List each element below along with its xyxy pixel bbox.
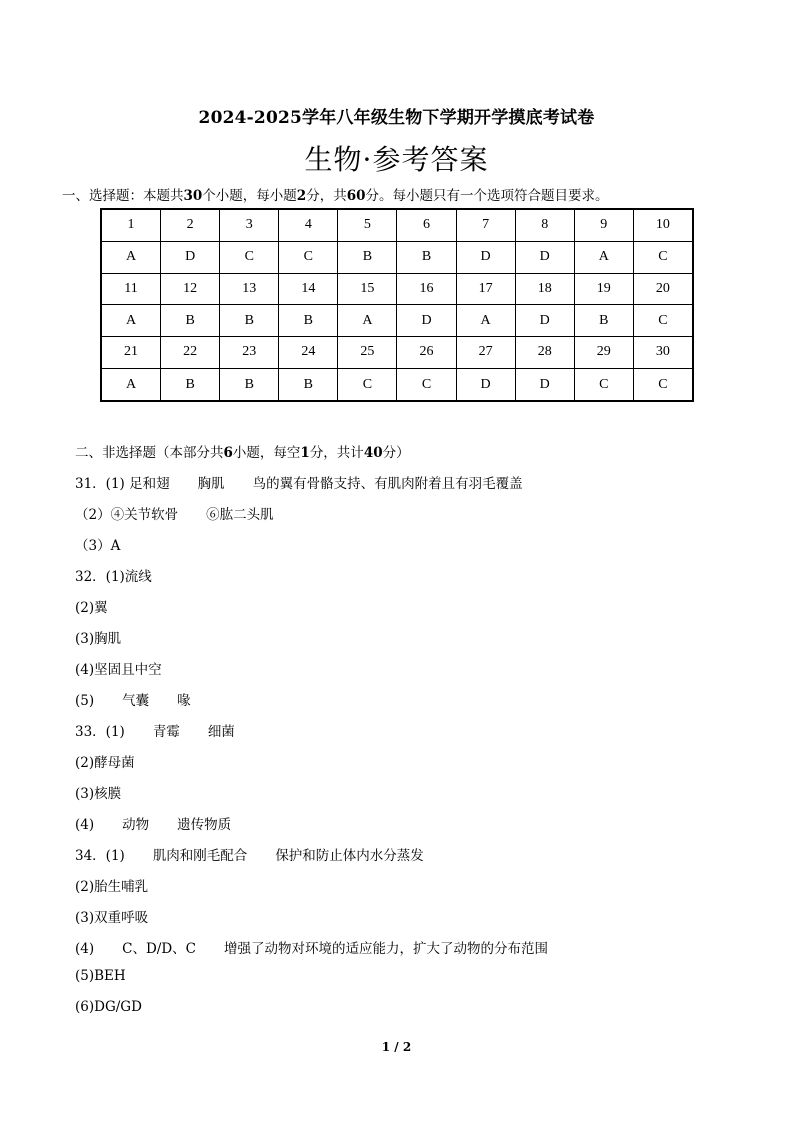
section1-mid1: 个小题，每小题 bbox=[202, 188, 297, 204]
answer-line bbox=[75, 906, 148, 926]
answer-cell: C bbox=[279, 241, 338, 273]
section1-suffix: 分。每小题只有一个选项符合题目要求。 bbox=[365, 188, 609, 204]
answer-cell: A bbox=[101, 369, 161, 401]
answer-label: (6)DG/GD bbox=[75, 999, 142, 1015]
answer-part: 青霉 bbox=[152, 724, 180, 740]
answer-line bbox=[75, 627, 121, 647]
answer-cell: A bbox=[101, 241, 161, 273]
answer-part: 遗传物质 bbox=[177, 817, 232, 833]
answer-cell: D bbox=[456, 369, 515, 401]
answer-cell: D bbox=[456, 241, 515, 273]
answer-line bbox=[75, 937, 548, 957]
question-number-cell: 18 bbox=[515, 274, 574, 305]
question-number-cell: 30 bbox=[633, 336, 693, 368]
question-number-cell: 27 bbox=[456, 336, 515, 368]
question-number-cell: 25 bbox=[338, 336, 397, 368]
question-number-cell: 4 bbox=[279, 209, 338, 241]
answer-part: 保护和防止体内水分蒸发 bbox=[275, 848, 424, 864]
question-number-cell: 9 bbox=[574, 209, 633, 241]
question-number-cell: 20 bbox=[633, 274, 693, 305]
answer-line bbox=[75, 565, 152, 585]
answer-label: (3)核膜 bbox=[75, 786, 122, 802]
answer-label: (3)双重呼吸 bbox=[75, 910, 149, 926]
question-number-cell: 11 bbox=[101, 274, 161, 305]
answer-cell: B bbox=[397, 241, 456, 273]
answer-line bbox=[75, 875, 148, 895]
section2-mid2: 分，共计 bbox=[309, 445, 364, 461]
answer-cell: D bbox=[161, 241, 220, 273]
section2-mid1: 小题，每空 bbox=[232, 445, 301, 461]
answer-cell: C bbox=[338, 369, 397, 401]
question-number-cell: 23 bbox=[220, 336, 279, 368]
answer-line bbox=[75, 689, 191, 709]
answer-label: 32．(1)流线 bbox=[75, 569, 152, 585]
answer-label: (5)BEH bbox=[75, 968, 126, 984]
answer-line bbox=[75, 751, 135, 771]
answer-cell: A bbox=[456, 305, 515, 336]
question-number-cell: 28 bbox=[515, 336, 574, 368]
question-number-cell: 7 bbox=[456, 209, 515, 241]
answer-part: 肌肉和刚毛配合 bbox=[152, 848, 248, 864]
question-number-cell: 29 bbox=[574, 336, 633, 368]
answer-cell: D bbox=[515, 241, 574, 273]
question-number-row bbox=[101, 336, 693, 368]
answer-part: C、D/D、C bbox=[122, 941, 196, 957]
question-number-cell: 14 bbox=[279, 274, 338, 305]
answer-cell: B bbox=[279, 369, 338, 401]
answer-cell: B bbox=[161, 369, 220, 401]
answer-cell: A bbox=[101, 305, 161, 336]
question-number-cell: 12 bbox=[161, 274, 220, 305]
answer-part: 增强了动物对环境的适应能力，扩大了动物的分布范围 bbox=[223, 941, 548, 957]
answer-label: 33．(1) bbox=[75, 724, 125, 740]
answer-cell: B bbox=[279, 305, 338, 336]
question-number-cell: 2 bbox=[161, 209, 220, 241]
answer-row bbox=[101, 241, 693, 273]
section2-points-each: 1 bbox=[300, 445, 310, 461]
page-number: 1 / 2 bbox=[381, 1040, 412, 1054]
section1-points-each: 2 bbox=[296, 188, 307, 204]
answer-line bbox=[75, 534, 120, 554]
answer-label: （2）④关节软骨 bbox=[75, 507, 179, 523]
answer-label: (2)胎生哺乳 bbox=[75, 879, 149, 895]
question-number-cell: 13 bbox=[220, 274, 279, 305]
answer-line bbox=[75, 596, 108, 616]
answer-label: (4) bbox=[75, 941, 95, 957]
answer-cell: C bbox=[633, 241, 693, 273]
answer-label: 34．(1) bbox=[75, 848, 125, 864]
answer-label: 31．(1) 足和翅 bbox=[75, 476, 170, 492]
answer-cell: A bbox=[574, 241, 633, 273]
answer-line bbox=[75, 472, 523, 492]
question-number-cell: 22 bbox=[161, 336, 220, 368]
question-number-cell: 24 bbox=[279, 336, 338, 368]
section1-heading bbox=[62, 184, 609, 204]
answer-line bbox=[75, 503, 274, 523]
section1-mid2: 分，共 bbox=[306, 188, 347, 204]
section1-total: 60 bbox=[346, 188, 366, 204]
answer-cell: C bbox=[633, 369, 693, 401]
answer-label: (5) bbox=[75, 693, 95, 709]
answer-cell: D bbox=[397, 305, 456, 336]
answer-line bbox=[75, 844, 424, 864]
answer-label: (3)胸肌 bbox=[75, 631, 122, 647]
answer-cell: A bbox=[338, 305, 397, 336]
section2-prefix: 二、非选择题（本部分共 bbox=[75, 445, 224, 461]
question-number-cell: 16 bbox=[397, 274, 456, 305]
section2-count: 6 bbox=[223, 445, 233, 461]
answer-cell: B bbox=[220, 305, 279, 336]
answer-cell: B bbox=[220, 369, 279, 401]
answer-line bbox=[75, 999, 142, 1015]
answer-row bbox=[101, 305, 693, 336]
answer-part: 喙 bbox=[177, 693, 191, 709]
answer-line bbox=[75, 658, 162, 678]
answer-label: (4)坚固且中空 bbox=[75, 662, 162, 678]
answer-table bbox=[100, 208, 694, 402]
section2-suffix: 分） bbox=[382, 445, 410, 461]
answer-cell: C bbox=[633, 305, 693, 336]
exam-title: 2024-2025学年八年级生物下学期开学摸底考试卷 bbox=[198, 108, 595, 128]
question-number-cell: 10 bbox=[633, 209, 693, 241]
answer-cell: C bbox=[397, 369, 456, 401]
section1-prefix: 一、选择题：本题共 bbox=[62, 188, 184, 204]
question-number-cell: 17 bbox=[456, 274, 515, 305]
answer-cell: C bbox=[574, 369, 633, 401]
answer-cell: D bbox=[515, 305, 574, 336]
answer-row bbox=[101, 369, 693, 401]
answer-part: 细菌 bbox=[207, 724, 235, 740]
answer-line bbox=[75, 968, 126, 984]
question-number-cell: 15 bbox=[338, 274, 397, 305]
answer-label: (2)酵母菌 bbox=[75, 755, 135, 771]
answer-line bbox=[75, 720, 235, 740]
answer-part: ⑥肱二头肌 bbox=[206, 507, 274, 523]
question-number-cell: 5 bbox=[338, 209, 397, 241]
question-number-cell: 1 bbox=[101, 209, 161, 241]
section2-heading bbox=[75, 441, 410, 461]
answer-key-subtitle: 生物·参考答案 bbox=[304, 143, 489, 176]
answer-part: 鸟的翼有骨骼支持、有肌肉附着且有羽毛覆盖 bbox=[252, 476, 523, 492]
answer-label: （3）A bbox=[75, 538, 121, 554]
answer-cell: B bbox=[574, 305, 633, 336]
question-number-cell: 19 bbox=[574, 274, 633, 305]
question-number-cell: 3 bbox=[220, 209, 279, 241]
answer-cell: D bbox=[515, 369, 574, 401]
answer-part: 胸肌 bbox=[197, 476, 225, 492]
section2-total: 40 bbox=[363, 445, 383, 461]
question-number-cell: 6 bbox=[397, 209, 456, 241]
answer-part: 动物 bbox=[122, 817, 150, 833]
answer-part: 气囊 bbox=[122, 693, 150, 709]
section1-count: 30 bbox=[183, 188, 203, 204]
answer-label: (4) bbox=[75, 817, 95, 833]
answer-cell: B bbox=[161, 305, 220, 336]
answer-cell: C bbox=[220, 241, 279, 273]
answer-cell: B bbox=[338, 241, 397, 273]
question-number-row bbox=[101, 274, 693, 305]
answer-line bbox=[75, 782, 121, 802]
question-number-cell: 26 bbox=[397, 336, 456, 368]
question-number-cell: 8 bbox=[515, 209, 574, 241]
question-number-row bbox=[101, 209, 693, 241]
answer-line bbox=[75, 813, 231, 833]
answer-label: (2)翼 bbox=[75, 600, 108, 616]
question-number-cell: 21 bbox=[101, 336, 161, 368]
